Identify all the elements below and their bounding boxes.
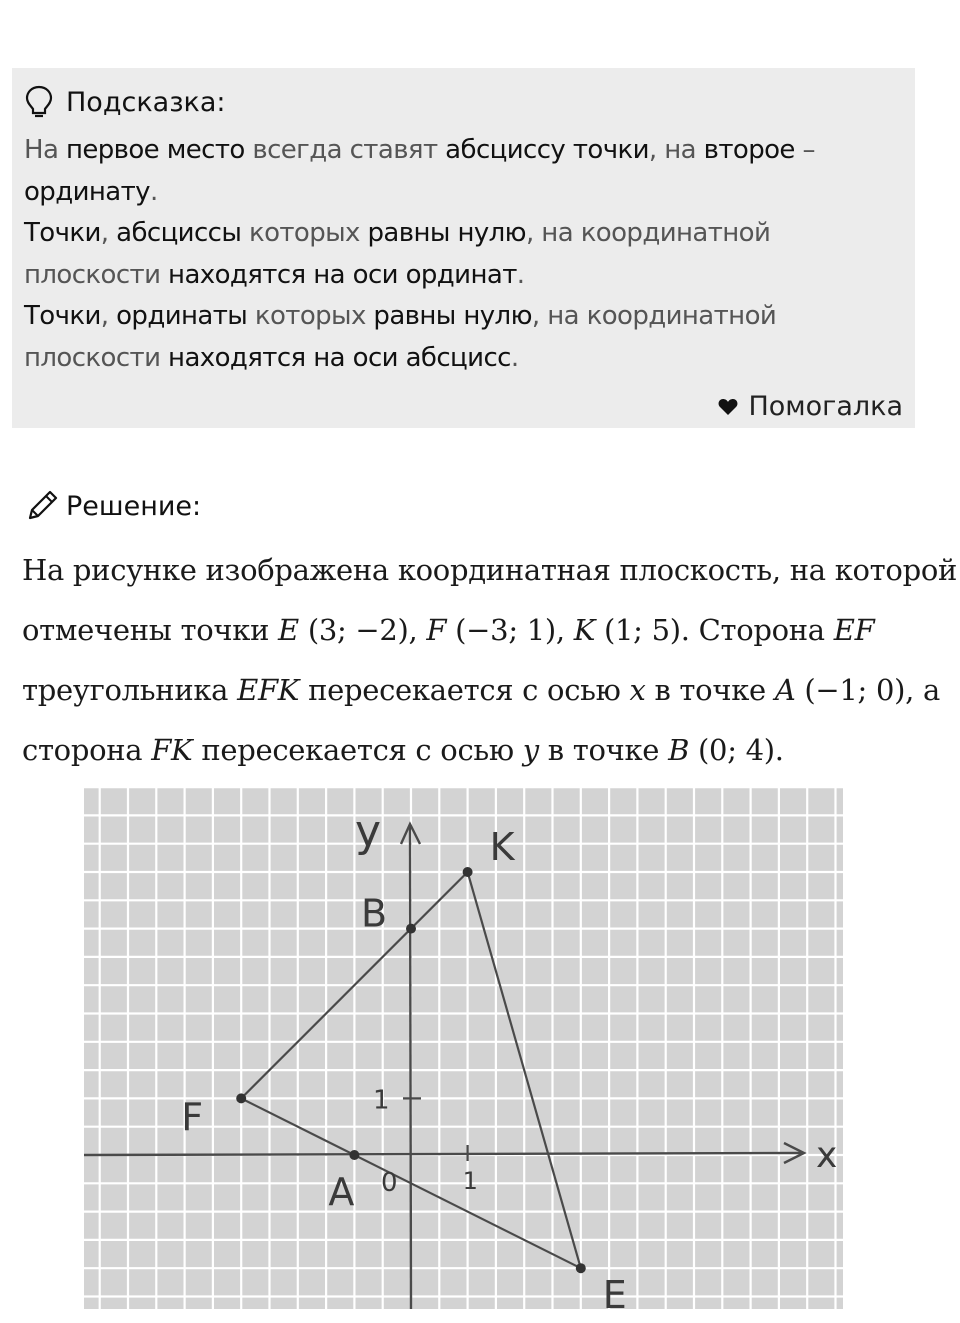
pencil-icon xyxy=(24,488,60,524)
label-point-a: A xyxy=(328,1170,355,1214)
point-k xyxy=(463,867,473,877)
label-point-f: F xyxy=(181,1095,204,1140)
hint-footer xyxy=(718,391,903,422)
hint-box xyxy=(12,68,915,428)
label-origin: 0 xyxy=(381,1168,398,1198)
coordinate-plane-photo xyxy=(84,786,843,1309)
y-axis xyxy=(410,826,411,1309)
footer-label: Помогалка xyxy=(748,391,903,422)
point-e xyxy=(576,1263,586,1273)
solution-line-1: На рисунке изображена координатная плоскость, на которой xyxy=(22,553,958,587)
lightbulb-icon xyxy=(24,85,54,119)
solution-line-4: сторона FK пересекается с осью y в точке B (0; 4). xyxy=(22,733,784,767)
grid xyxy=(84,786,843,1309)
point-f xyxy=(236,1093,246,1103)
label-point-e: E xyxy=(602,1273,627,1309)
point-b xyxy=(406,924,416,934)
hint-line-5: Точки, ординаты которых равны нулю, на координатной xyxy=(24,301,777,331)
hint-text xyxy=(24,130,903,379)
heart-icon xyxy=(718,398,738,416)
label-point-b: B xyxy=(361,891,388,936)
solution-header xyxy=(24,488,201,524)
point-a xyxy=(349,1150,359,1160)
hint-line-2: ординату. xyxy=(24,176,158,207)
label-unit-y: 1 xyxy=(373,1085,390,1116)
hint-line-6: плоскости находятся на оси абсцисс. xyxy=(24,342,519,373)
coordinate-plane xyxy=(84,786,843,1309)
label-axis-x: x xyxy=(816,1135,838,1176)
solution-line-2: отмечены точки E (3; −2), F (−3; 1), K (1; 5). Сторона EF xyxy=(22,613,875,647)
hint-line-3: Точки, абсциссы которых равны нулю, на координатной xyxy=(24,218,771,248)
solution-title: Решение: xyxy=(66,490,202,522)
hint-line-4: плоскости находятся на оси ординат. xyxy=(24,259,525,290)
hint-header xyxy=(24,74,903,130)
label-axis-y: y xyxy=(355,806,382,857)
solution-text xyxy=(22,540,958,780)
hint-title: Подсказка: xyxy=(66,86,226,118)
label-unit-x: 1 xyxy=(462,1167,478,1195)
hint-line-1: На первое место всегда ставят абсциссу точки, на второе – xyxy=(24,135,815,165)
label-point-k: K xyxy=(489,825,515,869)
solution-line-3: треугольника EFK пересекается с осью x в точке A (−1; 0), а xyxy=(22,673,940,707)
